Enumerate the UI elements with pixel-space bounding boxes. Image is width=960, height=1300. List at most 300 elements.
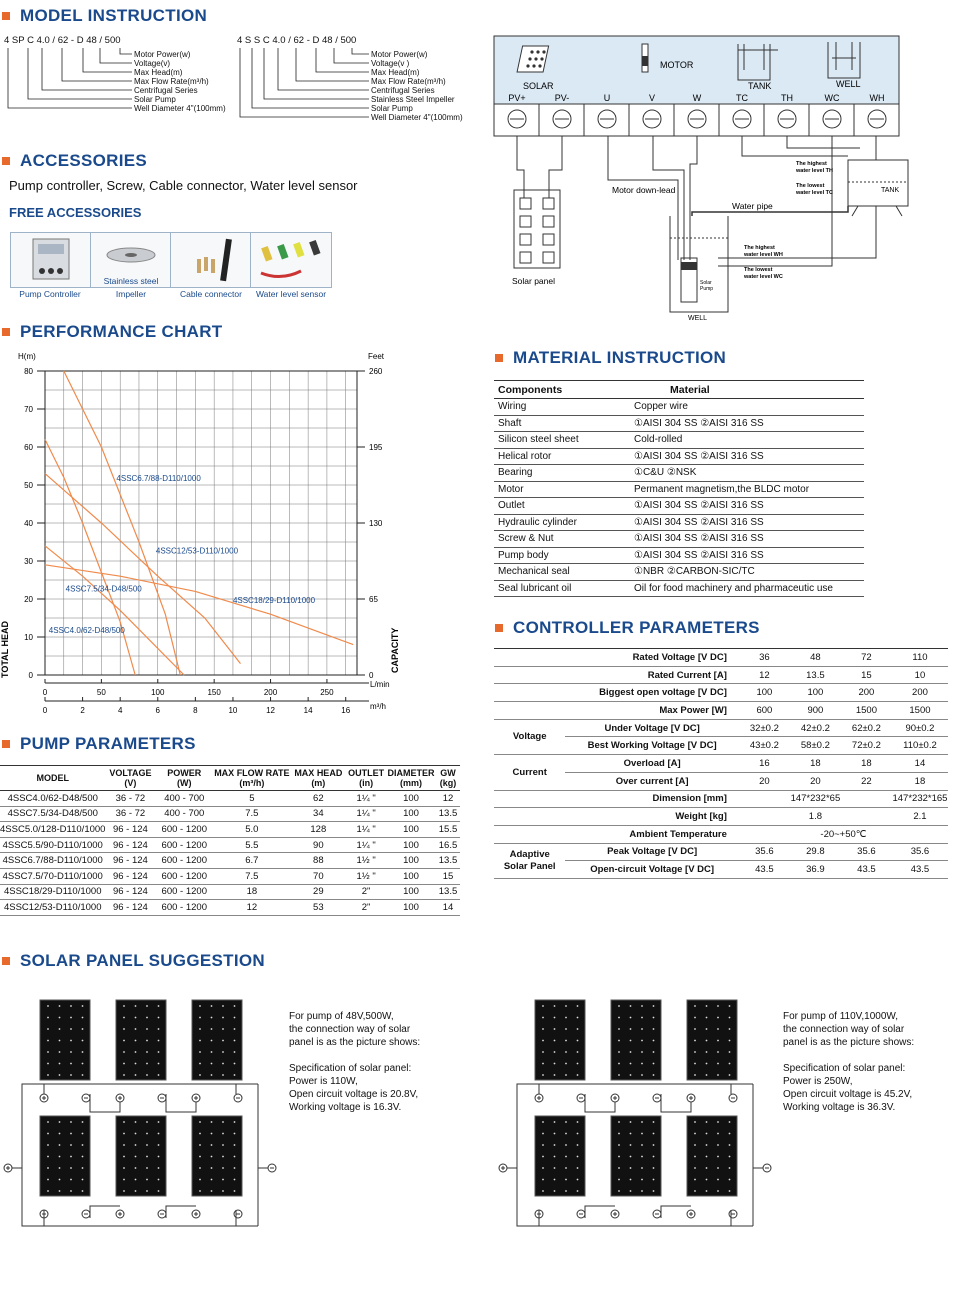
table-cell: 600 - 1200 xyxy=(155,900,213,916)
table-cell: 96 - 124 xyxy=(105,853,155,869)
section-bullet-icon xyxy=(2,12,10,20)
svg-text:The lowest: The lowest xyxy=(744,267,773,273)
series-label: 4SSC12/53-D110/1000 xyxy=(155,546,239,556)
legend-item: Motor Power(w) xyxy=(134,50,191,59)
label-solar: SOLAR xyxy=(523,81,554,91)
table-cell: Motor xyxy=(494,481,630,498)
x-tick-label-bottom: 10 xyxy=(228,706,238,715)
series-label: 4SSC18/29-D110/1000 xyxy=(232,595,316,605)
table-cell: 4SSC5.0/128-D110/1000 xyxy=(0,822,105,838)
table-row: Best Working Voltage [V DC] 43±0.2 58±0.2 72±0.2 110±0.2 xyxy=(494,737,948,755)
tank-box xyxy=(848,160,908,206)
table-row xyxy=(0,868,460,884)
table-cell: Pump body xyxy=(494,547,630,564)
table-cell: Copper wire xyxy=(630,399,864,416)
y-tick-label: 60 xyxy=(24,443,33,452)
section-bullet-icon xyxy=(2,740,10,748)
section-bullet-icon xyxy=(495,354,503,362)
table-row: Ambient Temperature -20~+50℃ xyxy=(494,825,948,843)
table-row: Rated Current [A] 12 13.5 15 10 xyxy=(494,666,948,684)
wiring-top xyxy=(539,1084,731,1112)
table-cell: 96 - 124 xyxy=(105,900,155,916)
table-row xyxy=(494,580,864,597)
terminal-minus-icon xyxy=(577,1094,585,1102)
table-cell: 88 xyxy=(291,853,347,869)
table-cell: 70 xyxy=(291,868,347,884)
table-row: Biggest open voltage [V DC] 100 100 200 200 xyxy=(494,684,948,702)
material-table xyxy=(494,380,864,597)
table-cell: ①AISI 304 SS ②AISI 316 SS xyxy=(630,415,864,432)
y2-axis-title: CAPACITY xyxy=(390,627,400,673)
table-cell: 96 - 124 xyxy=(105,884,155,900)
svg-text:Pump: Pump xyxy=(700,286,714,292)
table-row xyxy=(494,514,864,531)
array-minus-terminal-icon xyxy=(763,1164,771,1172)
table-row: Voltage Under Voltage [V DC] 32±0.2 42±0.2 62±0.2 90±0.2 xyxy=(494,719,948,737)
table-cell: 16.5 xyxy=(436,837,460,853)
legend-item: Max Flow Rate(m³/h) xyxy=(134,77,209,86)
table-cell: 4SSC6.7/88-D110/1000 xyxy=(0,853,105,869)
terminal-minus-icon xyxy=(234,1210,242,1218)
table-cell: 36 - 72 xyxy=(105,806,155,822)
table-cell: 29 xyxy=(291,884,347,900)
series-label: 4SSC6.7/88-D110/1000 xyxy=(116,474,201,484)
legend-item: Solar Pump xyxy=(134,95,176,104)
table-cell: Oil for food machinery and pharmaceutic use xyxy=(630,580,864,597)
table-cell: 96 - 124 xyxy=(105,822,155,838)
solar-panel-icon xyxy=(116,1116,166,1196)
x-tick-label-bottom: 8 xyxy=(193,706,198,715)
model-bracket-lines-2 xyxy=(232,46,382,126)
model-legend-1 xyxy=(134,50,226,113)
svg-text:The highest: The highest xyxy=(744,245,775,251)
terminal-label: PV- xyxy=(554,93,570,103)
table-cell: Permanent magnetism,the BLDC motor xyxy=(630,481,864,498)
table-cell: 1¼ " xyxy=(346,791,386,807)
table-cell: 4SSC7.5/70-D110/1000 xyxy=(0,868,105,884)
terminal-minus-icon xyxy=(729,1094,737,1102)
terminal-minus-icon xyxy=(82,1094,90,1102)
label-tank-box: TANK xyxy=(881,187,900,194)
solar-panel-icon xyxy=(611,1000,661,1080)
solar-panel-icon xyxy=(40,1116,90,1196)
table-cell: 5.0 xyxy=(213,822,290,838)
terminal-plus-icon xyxy=(611,1210,619,1218)
table-cell: Seal lubricant oil xyxy=(494,580,630,597)
legend-item: Solar Pump xyxy=(371,104,413,113)
svg-text:Solar: Solar xyxy=(700,280,712,286)
table-row xyxy=(494,498,864,515)
label-solar-panel: Solar panel xyxy=(512,276,556,286)
accessory-label-sensor: Water level sensor xyxy=(255,289,327,299)
label-motor: MOTOR xyxy=(660,60,694,70)
table-cell: 4SSC7.5/34-D48/500 xyxy=(0,806,105,822)
terminal-label: WH xyxy=(869,93,885,103)
y2-tick-label: 195 xyxy=(369,443,383,452)
header-model: MODEL xyxy=(0,766,105,791)
terminal-plus-icon xyxy=(535,1094,543,1102)
solar-text-48v: For pump of 48V,500W, the connection way of solar panel is as the picture shows: Specification of solar panel: Power is 110W, Open circuit voltage is 20.8V, Working voltage is 16.3V. xyxy=(289,1011,421,1113)
header-flow: MAX FLOW RATE (m³/h) xyxy=(213,766,290,791)
terminal-label: WC xyxy=(824,93,840,103)
wiring-diagram xyxy=(488,30,958,330)
table-row: Rated Voltage [V DC] 36 48 72 110 xyxy=(494,649,948,667)
table-row xyxy=(0,837,460,853)
y-tick-label: 80 xyxy=(24,367,33,376)
table-cell: 6.7 xyxy=(213,853,290,869)
x-tick-label-bottom: 14 xyxy=(303,706,313,715)
table-row: Over current [A] 20 20 22 18 xyxy=(494,772,948,790)
table-cell: Wiring xyxy=(494,399,630,416)
series-line xyxy=(45,546,184,675)
table-row xyxy=(494,399,864,416)
label-well-bottom: WELL xyxy=(688,315,708,322)
table-cell: 1¼ " xyxy=(346,806,386,822)
terminal-label: PV+ xyxy=(508,93,526,103)
table-cell: 34 xyxy=(291,806,347,822)
table-row: Weight [kg] 1.8 2.1 xyxy=(494,808,948,826)
x-tick-label-top: 0 xyxy=(42,688,48,697)
table-cell: 4SSC12/53-D110/1000 xyxy=(0,900,105,916)
table-row: Dimension [mm] 147*232*65 147*232*165 xyxy=(494,790,948,808)
water-level-sensor-icon xyxy=(251,233,331,287)
legend-item: Voltage(v) xyxy=(134,59,171,68)
cable-connector-image xyxy=(170,232,252,288)
table-cell: Screw & Nut xyxy=(494,531,630,548)
solar-icon xyxy=(517,46,549,72)
svg-text:The highest: The highest xyxy=(796,161,827,167)
table-row xyxy=(494,415,864,432)
table-cell: 100 xyxy=(386,900,436,916)
pump-parameters-table xyxy=(0,765,460,916)
legend-item: Well Diameter 4"(100mm) xyxy=(134,104,226,113)
solar-panel-icon xyxy=(535,1000,585,1080)
solar-panel-icon xyxy=(116,1000,166,1080)
legend-item: Max Head(m) xyxy=(371,68,420,77)
terminal-minus-icon xyxy=(82,1210,90,1218)
table-row xyxy=(0,853,460,869)
terminal-label: W xyxy=(692,93,702,103)
y-tick-label: 10 xyxy=(24,633,33,642)
terminal-minus-icon xyxy=(234,1094,242,1102)
table-row xyxy=(0,791,460,807)
header-material: Material xyxy=(630,381,864,399)
table-cell: ①AISI 304 SS ②AISI 316 SS xyxy=(630,547,864,564)
array-plus-terminal-icon xyxy=(499,1164,507,1172)
terminal-label: U xyxy=(603,93,611,103)
y2-tick-label: 65 xyxy=(369,595,378,604)
svg-text:water level TH: water level TH xyxy=(796,168,833,174)
table-cell: 18 xyxy=(213,884,290,900)
svg-text:water level WC: water level WC xyxy=(744,274,783,280)
section-bullet-icon xyxy=(2,957,10,965)
table-cell: 100 xyxy=(386,791,436,807)
table-cell: 100 xyxy=(386,868,436,884)
terminal-minus-icon xyxy=(158,1094,166,1102)
table-cell: 5.5 xyxy=(213,837,290,853)
table-cell: 400 - 700 xyxy=(155,791,213,807)
table-cell: ①AISI 304 SS ②AISI 316 SS xyxy=(630,514,864,531)
accessory-label-stainless: Stainless steel xyxy=(103,276,159,286)
table-cell: 12 xyxy=(213,900,290,916)
table-row xyxy=(494,564,864,581)
header-outlet: OUTLET (in) xyxy=(346,766,386,791)
model-code-2: 4 S S C 4.0 / 62 - D 48 / 500 xyxy=(237,35,357,46)
table-cell: 7.5 xyxy=(213,806,290,822)
performance-chart xyxy=(0,348,400,718)
table-cell: Bearing xyxy=(494,465,630,482)
table-cell: ①C&U ②NSK xyxy=(630,465,864,482)
table-cell: Shaft xyxy=(494,415,630,432)
y-axis-unit-left: H(m) xyxy=(18,352,36,361)
array-plus-terminal-icon xyxy=(4,1164,12,1172)
table-cell: Helical rotor xyxy=(494,448,630,465)
table-cell: 4SSC18/29-D110/1000 xyxy=(0,884,105,900)
model-code-1: 4 SP C 4.0 / 62 - D 48 / 500 xyxy=(4,35,121,46)
x-tick-label-bottom: 2 xyxy=(80,706,85,715)
x-tick-label-top: 200 xyxy=(263,688,278,697)
y2-tick-label: 0 xyxy=(369,671,374,680)
section-model-instruction: MODEL INSTRUCTION xyxy=(2,6,207,26)
well-shaft xyxy=(670,216,728,312)
table-cell: 100 xyxy=(386,806,436,822)
solar-panel-icon xyxy=(535,1116,585,1196)
section-bullet-icon xyxy=(495,624,503,632)
table-cell: 100 xyxy=(386,837,436,853)
header-diameter: DIAMETER (mm) xyxy=(386,766,436,791)
x-tick-label-top: 100 xyxy=(151,688,165,697)
table-cell: 15 xyxy=(436,868,460,884)
y-tick-label: 20 xyxy=(24,595,33,604)
y-tick-label: 70 xyxy=(24,405,33,414)
x-axis-unit-top: L/min xyxy=(370,680,390,689)
terminal-minus-icon xyxy=(729,1210,737,1218)
table-cell: 2" xyxy=(346,900,386,916)
table-cell: 400 - 700 xyxy=(155,806,213,822)
x-tick-label-top: 250 xyxy=(320,688,334,697)
svg-text:water level WH: water level WH xyxy=(744,252,783,258)
table-cell: 13.5 xyxy=(436,806,460,822)
table-cell: 53 xyxy=(291,900,347,916)
legend-item: Max Head(m) xyxy=(134,68,183,77)
svg-text:water level TC: water level TC xyxy=(796,190,833,196)
table-row xyxy=(494,465,864,482)
legend-item: Well Diameter 4"(100mm) xyxy=(371,113,463,122)
label-water-pipe: Water pipe xyxy=(732,201,773,211)
solar-panel-icon xyxy=(611,1116,661,1196)
free-accessories-title: FREE ACCESSORIES xyxy=(9,205,142,220)
terminal-plus-icon xyxy=(40,1094,48,1102)
solar-text-110v: For pump of 110V,1000W, the connection way of solar panel is as the picture shows: Specification of solar panel: Power is 250W, Open circuit voltage is 45.2V, Working voltage is 36.3V. xyxy=(783,1011,915,1113)
x-axis-unit-bottom: m³/h xyxy=(370,702,386,711)
table-row: Current Overload [A] 16 18 18 14 xyxy=(494,755,948,773)
accessories-text: Pump controller, Screw, Cable connector, Water level sensor xyxy=(9,178,358,193)
label-motor-down-lead: Motor down-lead xyxy=(612,185,676,195)
series-label: 4SSC4.0/62-D48/500 xyxy=(48,626,125,636)
table-cell: 96 - 124 xyxy=(105,868,155,884)
section-performance-chart: PERFORMANCE CHART xyxy=(2,322,222,342)
table-row xyxy=(0,822,460,838)
solar-panel-icon xyxy=(687,1000,737,1080)
header-power: POWER (W) xyxy=(155,766,213,791)
table-cell: 1½ " xyxy=(346,853,386,869)
table-row: Open-circuit Voltage [V DC] 43.5 36.9 43.5 43.5 xyxy=(494,861,948,879)
solar-panel-icon xyxy=(687,1116,737,1196)
label-tank: TANK xyxy=(748,81,772,91)
table-cell: ①AISI 304 SS ②AISI 316 SS xyxy=(630,498,864,515)
table-header-row xyxy=(494,381,864,399)
table-cell: ①AISI 304 SS ②AISI 316 SS xyxy=(630,531,864,548)
table-cell: 15.5 xyxy=(436,822,460,838)
x-tick-label-bottom: 0 xyxy=(42,706,48,715)
table-cell: 600 - 1200 xyxy=(155,837,213,853)
section-controller-parameters: CONTROLLER PARAMETERS xyxy=(495,618,760,638)
table-row xyxy=(494,481,864,498)
section-material-instruction: MATERIAL INSTRUCTION xyxy=(495,348,726,368)
wiring-bottom xyxy=(44,1206,236,1226)
y-axis-title: TOTAL HEAD xyxy=(0,620,10,678)
solar-array-diagram-48v xyxy=(0,992,285,1232)
table-cell: 600 - 1200 xyxy=(155,853,213,869)
table-row xyxy=(494,432,864,449)
table-cell: 600 - 1200 xyxy=(155,822,213,838)
table-cell: 100 xyxy=(386,884,436,900)
section-accessories: ACCESSORIES xyxy=(2,151,147,171)
legend-item: Voltage(v ) xyxy=(371,59,410,68)
header-head: MAX HEAD (m) xyxy=(291,766,347,791)
table-cell: 12 xyxy=(436,791,460,807)
table-cell: 7.5 xyxy=(213,868,290,884)
terminal-plus-icon xyxy=(687,1210,695,1218)
table-cell: 36 - 72 xyxy=(105,791,155,807)
accessory-label-cable: Cable connector xyxy=(180,289,242,299)
table-cell: Mechanical seal xyxy=(494,564,630,581)
table-cell: ①AISI 304 SS ②AISI 316 SS xyxy=(630,448,864,465)
svg-text:The lowest: The lowest xyxy=(796,183,825,189)
array-minus-terminal-icon xyxy=(268,1164,276,1172)
section-solar-panel-suggestion: SOLAR PANEL SUGGESTION xyxy=(2,951,265,971)
terminal-label: V xyxy=(648,93,656,103)
legend-item: Motor Power(w) xyxy=(371,50,428,59)
table-cell: 14 xyxy=(436,900,460,916)
table-cell: 100 xyxy=(386,822,436,838)
table-header-row xyxy=(0,766,460,791)
chart-labels xyxy=(24,367,383,715)
wiring-bottom xyxy=(539,1206,731,1226)
table-cell: Silicon steel sheet xyxy=(494,432,630,449)
legend-item: Centrifugal Series xyxy=(134,86,198,95)
section-bullet-icon xyxy=(2,157,10,165)
terminal-label: TC xyxy=(736,93,748,103)
header-components: Components xyxy=(494,381,630,399)
table-cell: Outlet xyxy=(494,498,630,515)
terminal-minus-icon xyxy=(653,1210,661,1218)
pump-controller-icon xyxy=(11,233,91,287)
terminal-plus-icon xyxy=(611,1094,619,1102)
y-tick-label: 30 xyxy=(24,557,33,566)
x-tick-label-top: 150 xyxy=(207,688,221,697)
table-cell: 600 - 1200 xyxy=(155,884,213,900)
terminal-plus-icon xyxy=(116,1094,124,1102)
accessory-label-controller: Pump Controller xyxy=(19,289,81,299)
section-pump-parameters: PUMP PARAMETERS xyxy=(2,734,196,754)
table-cell: 600 - 1200 xyxy=(155,868,213,884)
legend-item: Centrifugal Series xyxy=(371,86,435,95)
table-cell: 5 xyxy=(213,791,290,807)
table-row xyxy=(494,547,864,564)
table-row xyxy=(0,884,460,900)
accessory-label-impeller: Impeller xyxy=(115,289,147,299)
motor-down-lead xyxy=(608,136,697,260)
pump-controller-image xyxy=(10,232,92,288)
series-label: 4SSC7.5/34-D48/500 xyxy=(65,584,142,594)
table-cell: 4SSC5.5/90-D110/1000 xyxy=(0,837,105,853)
x-tick-label-bottom: 16 xyxy=(341,706,351,715)
x-tick-label-bottom: 12 xyxy=(266,706,275,715)
table-cell: 128 xyxy=(291,822,347,838)
table-cell: 100 xyxy=(386,853,436,869)
table-row xyxy=(0,900,460,916)
table-cell: 2" xyxy=(346,884,386,900)
wiring-top xyxy=(44,1084,236,1112)
terminal-label: TH xyxy=(781,93,793,103)
table-row xyxy=(494,531,864,548)
legend-item: Stainless Steel Impeller xyxy=(371,95,455,104)
y2-tick-label: 130 xyxy=(369,519,383,528)
table-row: Adaptive Solar Panel Peak Voltage [V DC] 35.6 29.8 35.6 35.6 xyxy=(494,843,948,861)
solar-panel-icon xyxy=(192,1116,242,1196)
table-cell: 1½ " xyxy=(346,868,386,884)
solar-panel-box xyxy=(514,190,560,268)
table-row xyxy=(0,806,460,822)
y2-tick-label: 260 xyxy=(369,367,383,376)
table-cell: 96 - 124 xyxy=(105,837,155,853)
terminal-plus-icon xyxy=(116,1210,124,1218)
section-bullet-icon xyxy=(2,328,10,336)
table-cell: Hydraulic cylinder xyxy=(494,514,630,531)
y-tick-label: 0 xyxy=(28,671,33,680)
header-gw: GW (kg) xyxy=(436,766,460,791)
solar-panel-icon xyxy=(40,1000,90,1080)
table-cell: Cold-rolled xyxy=(630,432,864,449)
terminal-minus-icon xyxy=(653,1094,661,1102)
terminal-plus-icon xyxy=(192,1210,200,1218)
table-row xyxy=(494,448,864,465)
solar-panel-icon xyxy=(192,1000,242,1080)
table-cell: 4SSC4.0/62-D48/500 xyxy=(0,791,105,807)
controller-table xyxy=(494,648,948,879)
x-tick-label-top: 50 xyxy=(96,688,106,697)
y-tick-label: 50 xyxy=(24,481,33,490)
table-cell: 1¼ " xyxy=(346,837,386,853)
x-tick-label-bottom: 6 xyxy=(155,706,160,715)
table-cell: 13.5 xyxy=(436,884,460,900)
water-level-sensor-image xyxy=(250,232,332,288)
table-cell: 90 xyxy=(291,837,347,853)
terminal-plus-icon xyxy=(687,1094,695,1102)
y-axis-unit-right: Feet xyxy=(368,352,385,361)
solar-array-diagram-110v xyxy=(495,992,780,1232)
header-voltage: VOLTAGE (V) xyxy=(105,766,155,791)
model-legend-2 xyxy=(371,50,463,122)
table-cell: ①NBR ②CARBON-SIC/TC xyxy=(630,564,864,581)
table-cell: 1¼ " xyxy=(346,822,386,838)
table-row: Max Power [W] 600 900 1500 1500 xyxy=(494,702,948,720)
x-tick-label-bottom: 4 xyxy=(117,706,123,715)
label-well: WELL xyxy=(836,79,861,89)
y-tick-label: 40 xyxy=(24,519,33,528)
terminal-minus-icon xyxy=(158,1210,166,1218)
